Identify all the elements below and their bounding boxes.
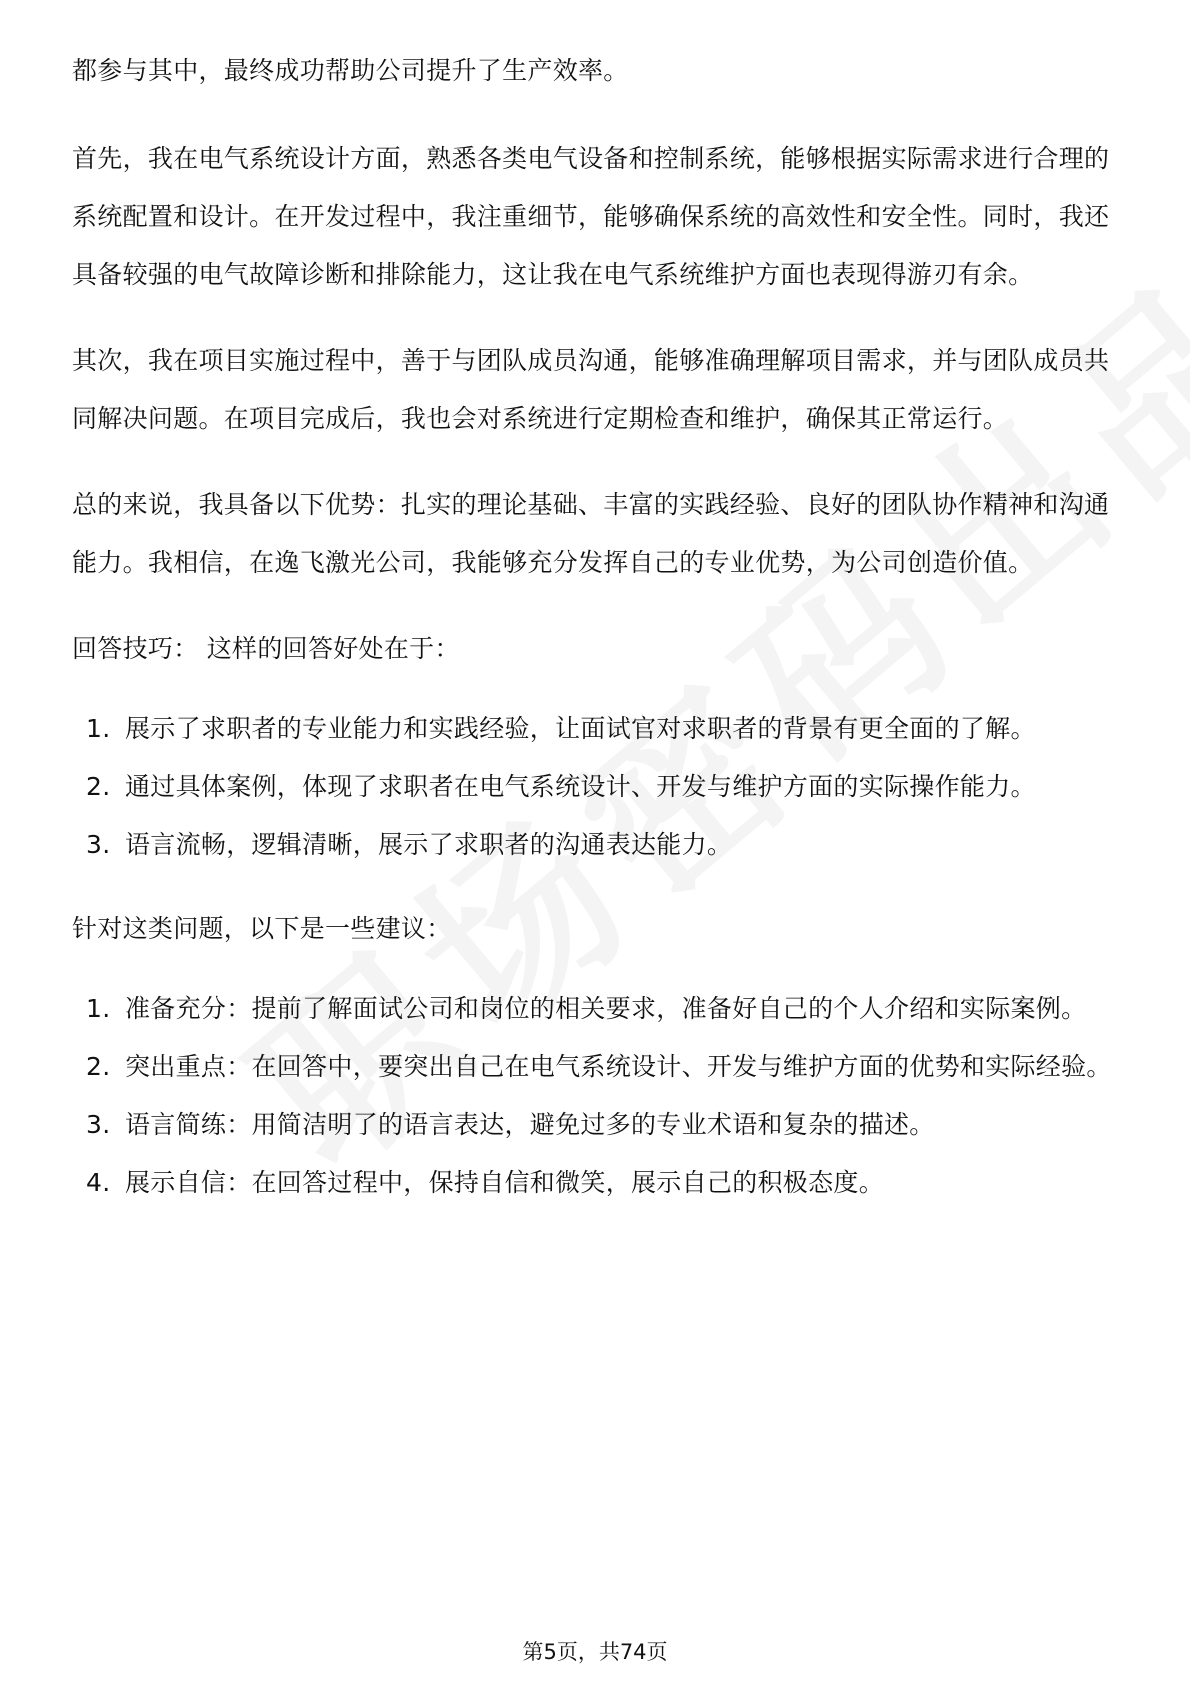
list-item-text: 展示自信：在回答过程中，保持自信和微笑，展示自己的积极态度。: [125, 1168, 885, 1197]
list-item: [72, 816, 1122, 874]
advice-heading: 针对这类问题，以下是一些建议：: [72, 914, 452, 943]
list-item-number: 2.: [86, 1052, 111, 1081]
tips-list: [72, 700, 1122, 874]
document-body: [72, 42, 1122, 1238]
list-item-text: 准备充分：提前了解面试公司和岗位的相关要求，准备好自己的个人介绍和实际案例。: [125, 994, 1087, 1023]
page-number-footer: 第5页，共74页: [522, 1640, 668, 1664]
paragraph-summary: 总的来说，我具备以下优势：扎实的理论基础、丰富的实践经验、良好的团队协作精神和沟通能力。我相信，在逸飞激光公司，我能够充分发挥自己的专业优势，为公司创造价值。: [72, 490, 1110, 577]
list-item-number: 2.: [86, 772, 111, 801]
list-item-text: 语言流畅，逻辑清晰，展示了求职者的沟通表达能力。: [125, 830, 733, 859]
list-item-number: 1.: [86, 994, 111, 1023]
list-item-text: 展示了求职者的专业能力和实践经验，让面试官对求职者的背景有更全面的了解。: [125, 714, 1036, 743]
paragraph-second-point: 其次，我在项目实施过程中，善于与团队成员沟通，能够准确理解项目需求，并与团队成员共同解决问题。在项目完成后，我也会对系统进行定期检查和维护，确保其正常运行。: [72, 346, 1110, 433]
list-item: [72, 700, 1122, 758]
advice-list: [72, 980, 1122, 1212]
list-item-number: 3.: [86, 1110, 111, 1139]
list-item-text: 通过具体案例，体现了求职者在电气系统设计、开发与维护方面的实际操作能力。: [125, 772, 1036, 801]
list-item: [72, 758, 1122, 816]
list-item-number: 1.: [86, 714, 111, 743]
tips-heading: 回答技巧： 这样的回答好处在于：: [72, 634, 460, 663]
list-item-number: 4.: [86, 1168, 111, 1197]
paragraph-first-point: 首先，我在电气系统设计方面，熟悉各类电气设备和控制系统，能够根据实际需求进行合理的系统配置和设计。在开发过程中，我注重细节，能够确保系统的高效性和安全性。同时，我还具备较强的电气故障诊断和排除能力，这让我在电气系统维护方面也表现得游刃有余。: [72, 144, 1110, 289]
list-item: [72, 1038, 1122, 1096]
list-item: [72, 1154, 1122, 1212]
list-item-number: 3.: [86, 830, 111, 859]
list-item: [72, 1096, 1122, 1154]
list-item: [72, 980, 1122, 1038]
list-item-text: 突出重点：在回答中，要突出自己在电气系统设计、开发与维护方面的优势和实际经验。: [125, 1052, 1112, 1081]
paragraph-intro-continued: 都参与其中，最终成功帮助公司提升了生产效率。: [72, 56, 629, 85]
list-item-text: 语言简练：用简洁明了的语言表达，避免过多的专业术语和复杂的描述。: [125, 1110, 935, 1139]
